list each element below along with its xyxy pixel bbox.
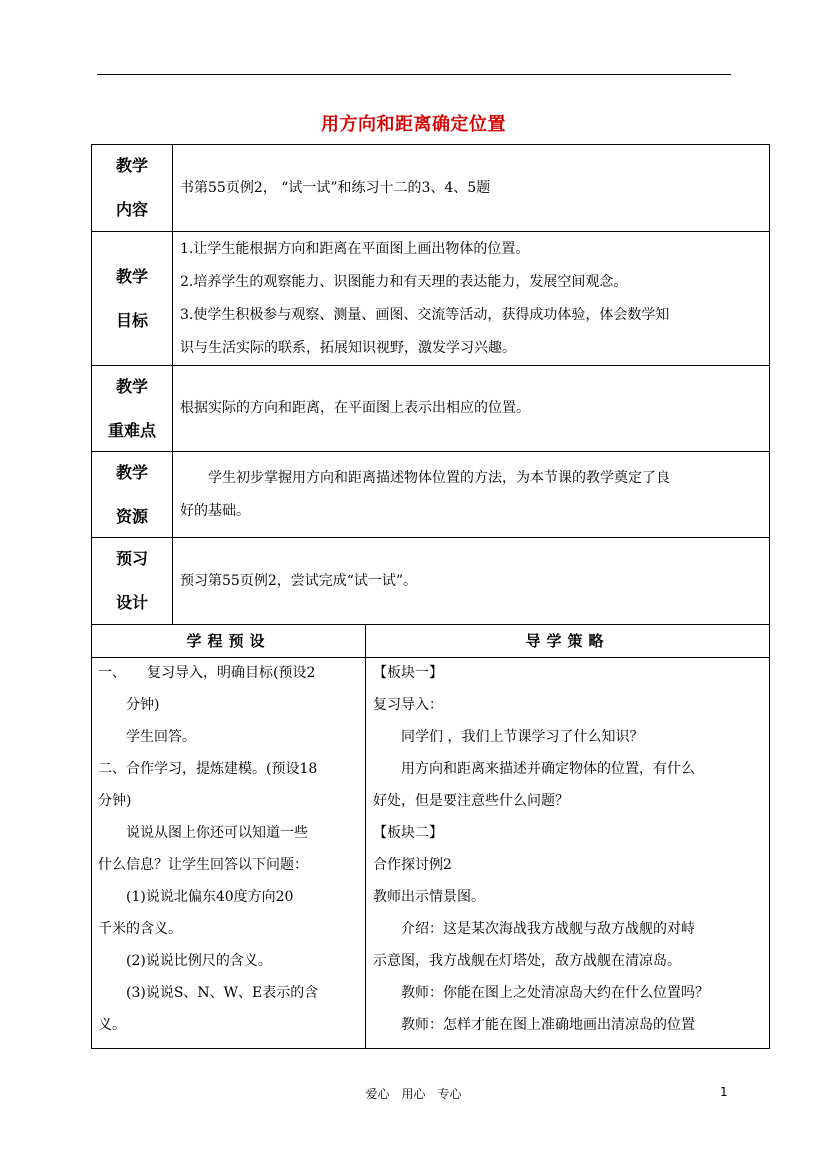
column-divider [365,625,366,1048]
column-headers [92,625,769,658]
column-header-process: 学程预设 [186,632,271,650]
row-teaching-content [92,145,769,232]
row-label: 教学 资源 [92,452,173,537]
row-label: 教学 重难点 [92,366,173,451]
lesson-table [91,144,770,1049]
row-content: 1.让学生能根据方向和距离在平面图上画出物体的位置。 2.培养学生的观察能力、识图能力和有天理的表达能力，发展空间观念。 3.使学生积极参与观察、测量、画图、交流等活动，获得成功体验，体会数学知 识与生活实际的联系，拓展知识视野，激发学习兴趣。 [180,240,670,356]
row-label: 教学 目标 [92,232,173,365]
row-content: 根据实际的方向和距离，在平面图上表示出相应的位置。 [180,400,530,416]
page-number: 1 [720,1085,728,1099]
process-column: 一、 复习导入，明确目标(预设2 分钟) 学生回答。 二、合作学习，提炼建模。(预设18 分钟) 说说从图上你还可以知道一些 什么信息？让学生回答以下问题： (1)说说北偏东40度方向20 千米的含义。 (2)说说比例尺的含义。 (3)说说S、N、W、E表示的含 义。 [98,665,319,1033]
footer-motto: 爱心 用心 专心 [365,1087,462,1101]
row-content: 预习第55页例2，尝试完成“试一试”。 [180,572,418,589]
page-title: 用方向和距离确定位置 [321,114,506,135]
column-header-strategy: 导学策略 [525,632,610,650]
strategy-column: 【板块一】 复习导入： 同学们 ，我们上节课学习了什么知识？ 用方向和距离来描述并确定物体的位置，有什么 好处，但是要注意些什么问题？ 【板块二】 合作探讨例2 教师出示情景图。 介绍：这是某次海战我方战舰与敌方战舰的对峙 示意图，我方战舰在灯塔处，敌方战舰在清凉岛。 教师：你能在图上之处清凉岛大约在什么位置吗？ 教师：怎样才能在图上准确地画出清凉岛的位置 [373,665,709,1033]
row-resources [92,452,769,538]
row-key-points [92,366,769,452]
row-preview [92,538,769,625]
row-content: 书第55页例2， “试一试”和练习十二的3、4、5题 [180,179,491,196]
row-label: 教学 内容 [92,145,173,231]
row-teaching-goals [92,232,769,366]
row-content: 学生初步掌握用方向和距离描述物体位置的方法，为本节课的教学奠定了良 好的基础。 [180,469,670,519]
header-rule [97,74,731,75]
row-label: 预习 设计 [92,538,173,624]
